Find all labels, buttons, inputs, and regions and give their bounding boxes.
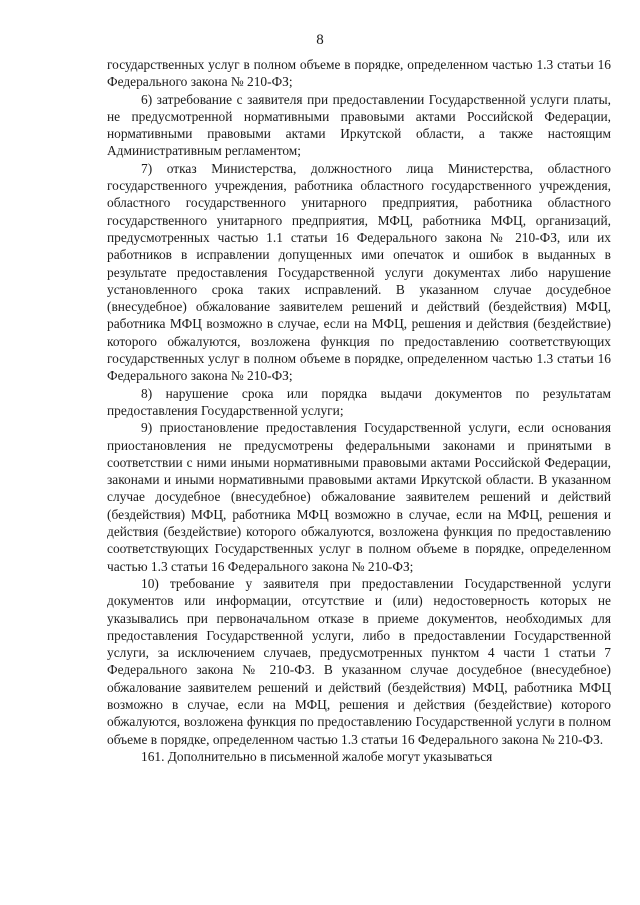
document-body: [107, 56, 611, 765]
page-number: 8: [316, 32, 324, 48]
paragraph-item-6: 6) затребование с заявителя при предоставлении Государственной услуги платы, не предусмотренной нормативными правовыми актами Российской Федерации, нормативными правовыми актами Иркутской области, а также настоящим Административным регламентом;: [107, 91, 611, 159]
paragraph-161: 161. Дополнительно в письменной жалобе могут указываться: [141, 748, 493, 764]
paragraph-item-10: 10) требование у заявителя при предоставлении Государственной услуги документов или информации, отсутствие и (или) недостоверность которых не указывались при первоначальном отказе в приеме документов, необходимых для предоставления Государственной услуги, либо в предоставлении Государственной услуги, за исключением случаев, предусмотренных пунктом 4 части 1 статьи 7 Федерального закона № 210-ФЗ. В указанном случае досудебное (внесудебное) обжалование заявителем решений и действий (бездействия) МФЦ, работника МФЦ возможно в случае, если на МФЦ, решения и действия (бездействие) которого обжалуются, возложена функция по предоставлению Государственной услуги в полном объеме в порядке, определенном частью 1.3 статьи 16 Федерального закона № 210-ФЗ.: [107, 575, 611, 747]
paragraph-item-7: 7) отказ Министерства, должностного лица Министерства, областного государственного учреждения, работника областного государственного учреждения, областного государственного унитарного предприятия, работника областного государственного унитарного предприятия, МФЦ, работника МФЦ, организаций, предусмотренных частью 1.1 статьи 16 Федерального закона № 210-ФЗ, или их работников в исправлении допущенных ими опечаток и ошибок в выданных в результате предоставления Государственной услуги документах либо нарушение установленного срока таких исправлений. В указанном случае досудебное (внесудебное) обжалование заявителем решений и действий (бездействия) МФЦ, работника МФЦ возможно в случае, если на МФЦ, решения и действия (бездействие) которого обжалуются, возложена функция по предоставлению соответствующих государственных услуг в полном объеме в порядке, определенном частью 1.3 статьи 16 Федерального закона № 210-ФЗ;: [107, 160, 611, 384]
paragraph-item-8: 8) нарушение срока или порядка выдачи документов по результатам предоставления Государственной услуги;: [107, 385, 611, 418]
paragraph-continuation: государственных услуг в полном объеме в порядке, определенном частью 1.3 статьи 16 Федерального закона № 210-ФЗ;: [107, 57, 611, 90]
paragraph-item-9: 9) приостановление предоставления Государственной услуги, если основания приостановления не предусмотрены федеральными законами и принятыми в соответствии с ними иными нормативными правовыми актами Российской Федерации, законами и иными нормативными правовыми актами Иркутской области. В указанном случае досудебное (внесудебное) обжалование заявителем решений и действий (бездействия) МФЦ, работника МФЦ возможно в случае, если на МФЦ, решения и действия (бездействие) которого обжалуются, возложена функция по предоставлению соответствующих Государственных услуг в полном объеме в порядке, определенном частью 1.3 статьи 16 Федерального закона № 210-ФЗ;: [107, 420, 611, 574]
